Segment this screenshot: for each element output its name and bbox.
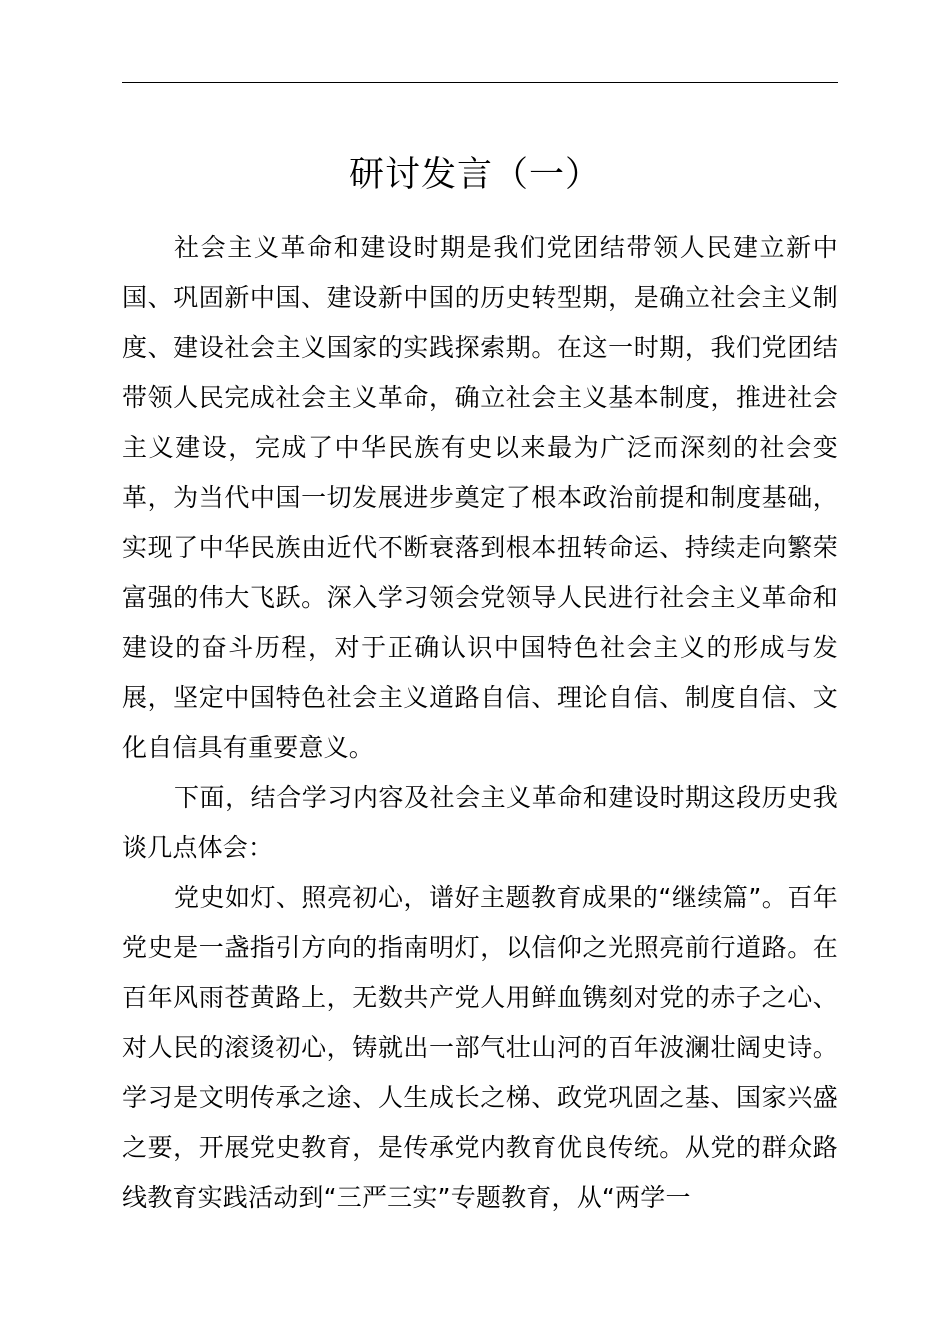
header-rule bbox=[122, 82, 838, 83]
paragraph-intro: 社会主义革命和建设时期是我们党团结带领人民建立新中国、巩固新中国、建设新中国的历史转型期，是确立社会主义制度、建设社会主义国家的实践探索期。在这一时期，我们党团结带领人民完成社会主义革命，确立社会主义基本制度，推进社会主义建设，完成了中华民族有史以来最为广泛而深刻的社会变革，为当代中国一切发展进步奠定了根本政治前提和制度基础，实现了中华民族由近代不断衰落到根本扭转命运、持续走向繁荣富强的伟大飞跃。深入学习领会党领导人民进行社会主义革命和建设的奋斗历程，对于正确认识中国特色社会主义的形成与发展，坚定中国特色社会主义道路自信、理论自信、制度自信、文化自信具有重要意义。 bbox=[122, 233, 838, 762]
paragraph-transition: 下面，结合学习内容及社会主义革命和建设时期这段历史我谈几点体会： bbox=[122, 783, 838, 862]
document-title: 研讨发言（一） bbox=[348, 155, 601, 195]
document-body bbox=[122, 223, 838, 1223]
paragraph-point-one: 党史如灯、照亮初心，谱好主题教育成果的“继续篇”。百年党史是一盏指引方向的指南明灯，以信仰之光照亮前行道路。在百年风雨苍黄路上，无数共产党人用鲜血镌刻对党的赤子之心、对人民的滚烫初心，铸就出一部气壮山河的百年波澜壮阔史诗。学习是文明传承之途、人生成长之梯、政党巩固之基、国家兴盛之要，开展党史教育，是传承党内教育优良传统。从党的群众路线教育实践活动到“三严三实”专题教育，从“两学一 bbox=[122, 883, 838, 1212]
